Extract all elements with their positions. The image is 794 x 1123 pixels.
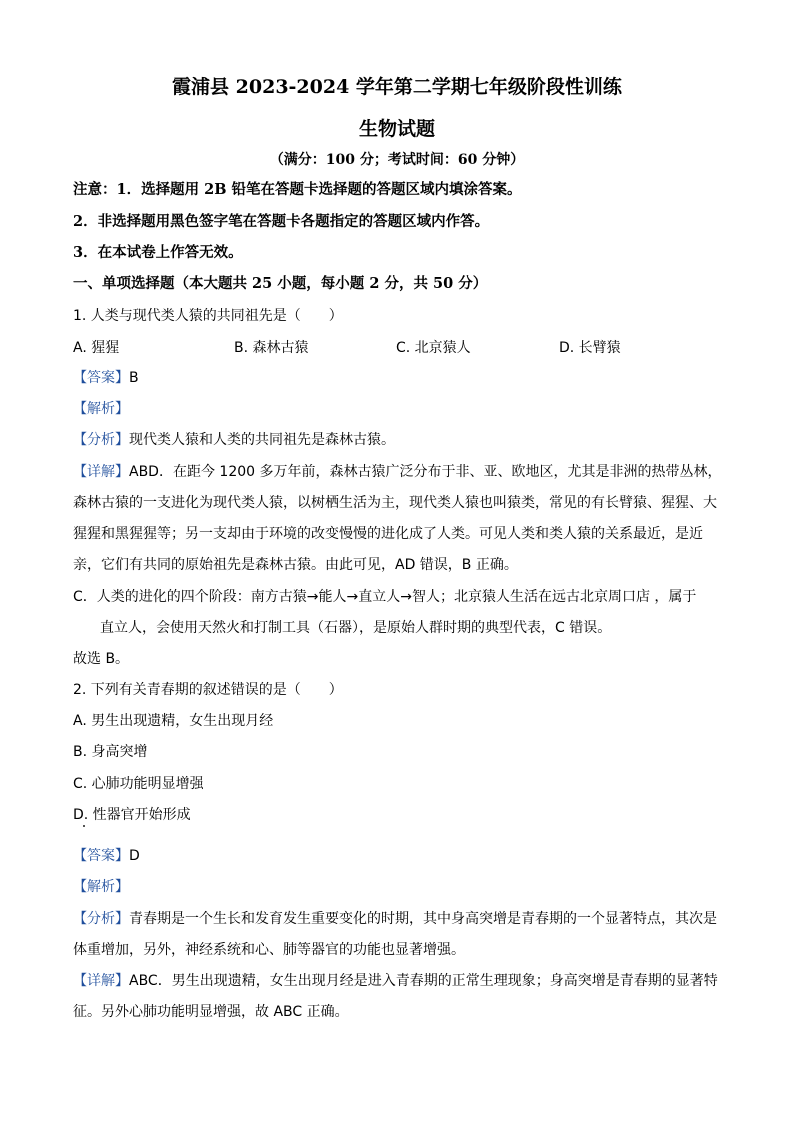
analysis-tag: 【解析】: [73, 401, 129, 417]
stray-dot: [83, 825, 85, 827]
answer-value: B: [129, 370, 139, 386]
answer-value: D: [129, 848, 140, 864]
q2-analysis: [73, 877, 723, 897]
q2-fenxi-line: 体重增加，另外，神经系统和心、肺等器官的功能也显著增强。: [73, 942, 465, 958]
analysis-tag: 【解析】: [73, 879, 129, 895]
fenxi-text: 青春期是一个生长和发育发生重要变化的时期，其中身高突增是青春期的一个显著特点，其次是: [129, 911, 717, 927]
q2-answer: [73, 846, 723, 866]
q1-detail-line: 直立人，会使用天然火和打制工具（石器），是原始人群时期的典型代表，C 错误。: [100, 620, 612, 636]
q1-conclusion: 故选 B。: [73, 651, 130, 667]
fenxi-text: 现代类人猿和人类的共同祖先是森林古猿。: [129, 432, 395, 448]
answer-tag: 【答案】: [73, 848, 129, 864]
note-1: 注意：1．选择题用 2B 铅笔在答题卡选择题的答题区域内填涂答案。: [73, 181, 522, 198]
q1-analysis: [73, 399, 723, 419]
fenxi-tag: 【分析】: [73, 911, 129, 927]
q1-option-d: D. 长臂猿: [559, 340, 621, 356]
fenxi-tag: 【分析】: [73, 432, 129, 448]
exam-meta: （满分：100 分；考试时间：60 分钟）: [269, 152, 525, 168]
q1-stem: 1. 人类与现代类人猿的共同祖先是（ ）: [73, 308, 343, 324]
detail-text: ABC．男生出现遗精，女生出现月经是进入青春期的正常生理现象；身高突增是青春期的显著特: [129, 973, 718, 989]
subject-title: 生物试题: [358, 118, 435, 140]
q1-detail-line: [73, 462, 723, 482]
q1-detail-line: C．人类的进化的四个阶段：南方古猿→能人→直立人→智人；北京猿人生活在远古北京周口店 ，属于: [73, 589, 697, 605]
q2-fenxi: [73, 909, 723, 929]
q2-stem: 2. 下列有关青春期的叙述错误的是（ ）: [73, 682, 343, 698]
q2-option-c: C. 心肺功能明显增强: [73, 776, 204, 792]
exam-title: 霞浦县 2023-2024 学年第二学期七年级阶段性训练: [172, 76, 622, 98]
q2-detail-line: 征。另外心肺功能明显增强，故 ABC 正确。: [73, 1004, 349, 1020]
q1-detail-line: 猩猩和黑猩猩等；另一支却由于环境的改变慢慢的进化成了人类。可见人类和类人猿的关系最近，是近: [73, 526, 703, 542]
section-heading: 一、单项选择题（本大题共 25 小题，每小题 2 分，共 50 分）: [73, 275, 488, 292]
q1-detail-line: 森林古猿的一支进化为现代类人猿，以树栖生活为主，现代类人猿也叫猿类，常见的有长臂猿、猩猩、大: [73, 495, 717, 511]
detail-tag: 【详解】: [73, 464, 129, 480]
answer-tag: 【答案】: [73, 370, 129, 386]
detail-tag: 【详解】: [73, 973, 129, 989]
q2-detail-line: [73, 971, 723, 991]
q1-option-a: A. 猩猩: [73, 340, 120, 356]
q1-option-b: B. 森林古猿: [234, 340, 309, 356]
q2-option-b: B. 身高突增: [73, 744, 148, 760]
q2-option-a: A. 男生出现遗精，女生出现月经: [73, 713, 274, 729]
q1-option-c: C. 北京猿人: [396, 340, 471, 356]
detail-text: ABD．在距今 1200 多万年前，森林古猿广泛分布于非、亚、欧地区，尤其是非洲的热带丛林，: [129, 464, 722, 480]
q1-answer: [73, 368, 723, 388]
q2-option-d: D. 性器官开始形成: [73, 807, 191, 823]
q1-fenxi: [73, 430, 723, 450]
note-2: 2．非选择题用黑色签字笔在答题卡各题指定的答题区域内作答。: [73, 213, 490, 230]
q1-detail-line: 亲，它们有共同的原始祖先是森林古猿。由此可见，AD 错误，B 正确。: [73, 557, 518, 573]
note-3: 3．在本试卷上作答无效。: [73, 244, 243, 261]
